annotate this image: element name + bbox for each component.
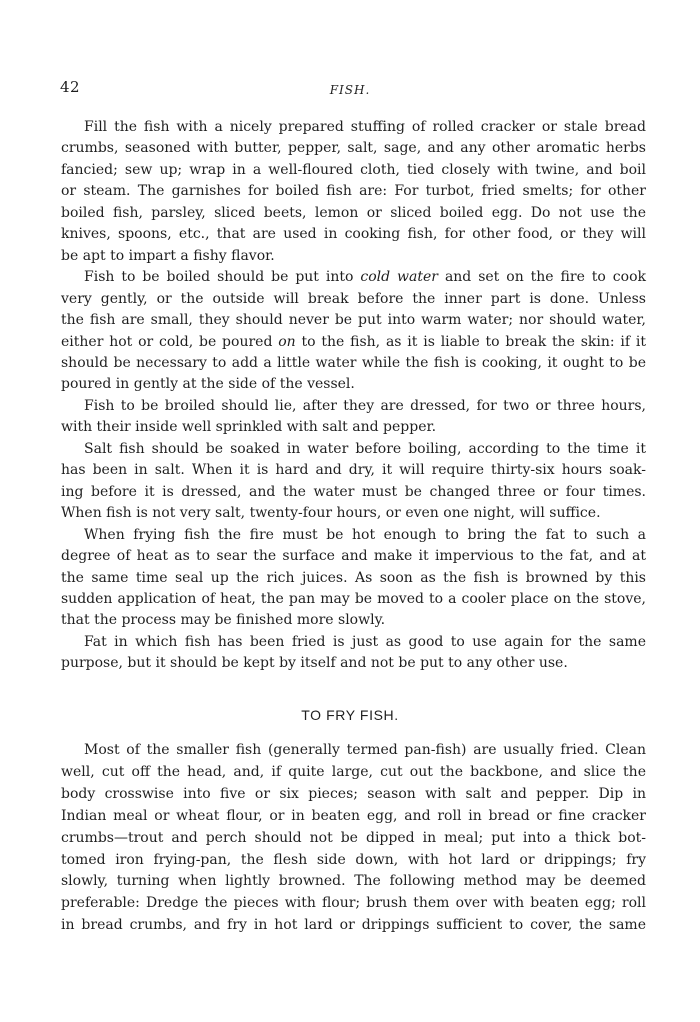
- text-line: well, cut off the head, and, if quite large, cut out the backbone, and slice the: [61, 763, 646, 780]
- text-line: very gently, or the outside will break before the inner part is done. Unless: [61, 290, 646, 307]
- text-line: in bread crumbs, and fry in hot lard or drippings sufficient to cover, the same: [61, 917, 646, 934]
- text-line: ing before it is dressed, and the water must be changed three or four times.: [61, 483, 646, 500]
- text-line: Indian meal or wheat flour, or in beaten egg, and roll in bread or fine cracker: [61, 807, 646, 824]
- text-line: When fish is not very salt, twenty-four hours, or even one night, will suffice.: [61, 505, 601, 522]
- text-segment: and set on the fire to cook: [444, 269, 646, 286]
- text-line: When frying fish the fire must be hot enough to bring the fat to such a: [84, 526, 646, 543]
- paragraph-fat-reuse: [61, 632, 646, 675]
- text-line: purpose, but it should be kept by itself and not be put to any other use.: [61, 655, 568, 672]
- text-line: sudden application of heat, the pan may be moved to a cooler place on the stove,: [61, 590, 646, 607]
- text-line: tomed iron frying-pan, the flesh side down, with hot lard or drippings; fry: [61, 851, 646, 868]
- page-number: 42: [60, 78, 81, 96]
- text-line: Salt fish should be soaked in water before boiling, according to the time it: [84, 440, 646, 457]
- text-line: [61, 332, 646, 353]
- text-line: Fat in which fish has been fried is just as good to use again for the same: [84, 633, 646, 650]
- text-line: body crosswise into five or six pieces; season with salt and pepper. Dip in: [61, 785, 646, 802]
- section-body-text: [61, 740, 646, 937]
- text-line: crumbs, seasoned with butter, pepper, salt, sage, and any other aromatic herbs: [61, 140, 646, 157]
- text-line: should be necessary to add a little water while the fish is cooking, it ought to be: [61, 354, 646, 371]
- paragraph-frying-heat: [61, 525, 646, 632]
- text-line: boiled fish, parsley, sliced beets, lemon or sliced boiled egg. Do not use the: [61, 204, 646, 221]
- paragraph-broiling: [61, 396, 646, 439]
- paragraph-salt-fish: [61, 439, 646, 525]
- text-line: [61, 267, 646, 288]
- text-line: Most of the smaller fish (generally termed pan-fish) are usually fried. Clean: [84, 742, 646, 758]
- text-line: the same time seal up the rich juices. As soon as the fish is browned by this: [61, 569, 646, 586]
- text-line: preferable: Dredge the pieces with flour; brush them over with beaten egg; roll: [61, 895, 646, 912]
- text-line: or steam. The garnishes for boiled fish are: For turbot, fried smelts; for other: [61, 183, 646, 200]
- text-line: slowly, turning when lightly browned. The following method may be deemed: [61, 873, 646, 890]
- text-line: poured in gently at the side of the vessel.: [61, 376, 355, 393]
- text-segment: Fish to be boiled should be put into: [84, 269, 354, 286]
- text-line: has been in salt. When it is hard and dry, it will require thirty-six hours soak-: [61, 462, 646, 479]
- text-line: crumbs—trout and perch should not be dipped in meal; put into a thick bot-: [61, 829, 646, 846]
- italic-emphasis: cold water: [360, 269, 438, 286]
- text-line: knives, spoons, etc., that are used in cooking fish, for other food, or they will: [61, 226, 646, 243]
- text-line: Fill the fish with a nicely prepared stuffing of rolled cracker or stale bread: [84, 119, 646, 135]
- paragraph-boiling: [61, 267, 646, 396]
- text-line: degree of heat as to sear the surface and make it impervious to the fat, and at: [61, 548, 646, 565]
- section-heading: TO FRY FISH.: [301, 707, 399, 723]
- text-line: the fish are small, they should never be put into warm water; nor should water,: [61, 312, 646, 329]
- text-line: that the process may be finished more slowly.: [61, 612, 386, 629]
- text-line: Fish to be broiled should lie, after they are dressed, for two or three hours,: [84, 397, 646, 414]
- text-line: be apt to impart a fishy flavor.: [61, 247, 275, 264]
- paragraph-to-fry-fish: [61, 740, 646, 937]
- text-line: with their inside well sprinkled with salt and pepper.: [61, 419, 437, 436]
- text-segment: to the fish, as it is liable to break the skin: if it: [301, 333, 647, 350]
- italic-emphasis: on: [278, 333, 296, 350]
- text-line: fancied; sew up; wrap in a well-floured cloth, tied closely with twine, and boil: [61, 161, 646, 178]
- body-text: [61, 117, 646, 675]
- running-head-title: FISH.: [329, 83, 371, 97]
- paragraph-stuffing: [61, 117, 646, 267]
- text-segment: either hot or cold, be poured: [61, 333, 273, 350]
